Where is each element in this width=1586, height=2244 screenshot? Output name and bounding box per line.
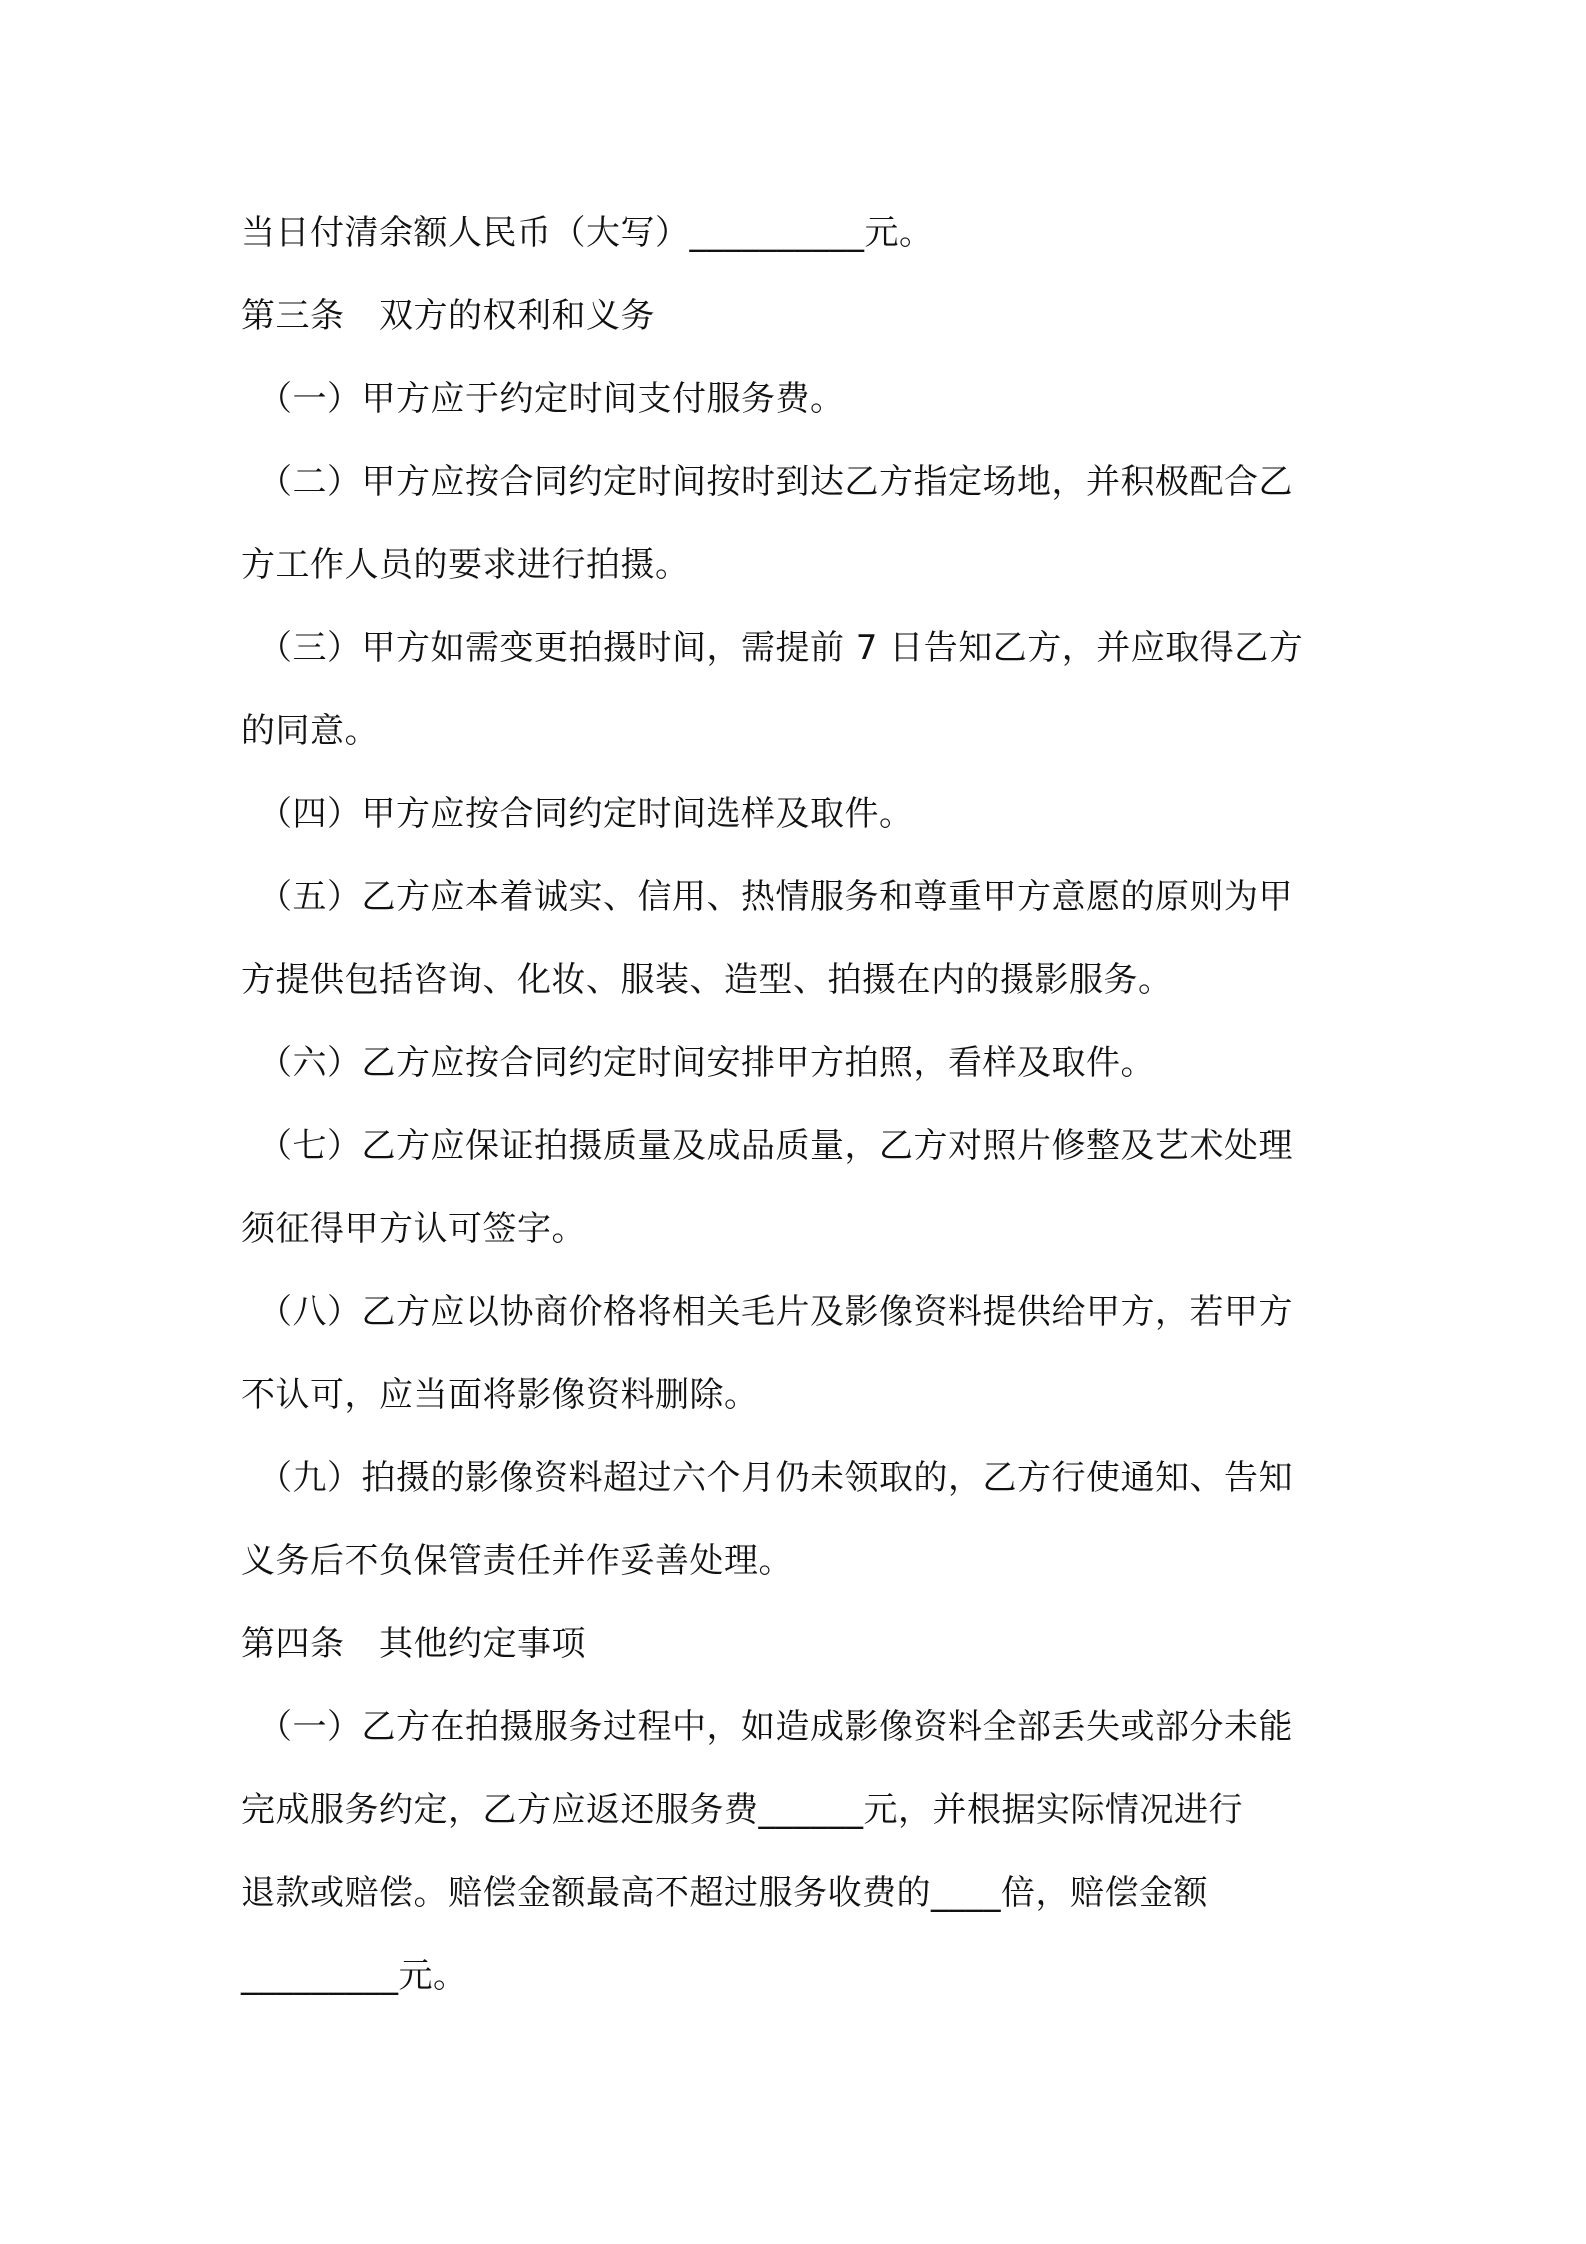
clause-4-1-line-4: _________元。: [241, 1956, 468, 1996]
clause-3-9-line-1: （九）拍摄的影像资料超过六个月仍未领取的，乙方行使通知、告知: [258, 1458, 1293, 1498]
clause-3-8-line-1: （八）乙方应以协商价格将相关毛片及影像资料提供给甲方，若甲方: [258, 1292, 1293, 1332]
clause-3-3-line-1: （三）甲方如需变更拍摄时间，需提前 7 日告知乙方，并应取得乙方: [258, 628, 1304, 668]
clause-4-1-line-1: （一）乙方在拍摄服务过程中，如造成影像资料全部丢失或部分未能: [258, 1707, 1293, 1747]
clause-3-6: （六）乙方应按合同约定时间安排甲方拍照，看样及取件。: [258, 1043, 1155, 1083]
clause-3-4: （四）甲方应按合同约定时间选样及取件。: [258, 794, 914, 834]
clause-4-1-line-2: 完成服务约定，乙方应返还服务费______元，并根据实际情况进行: [241, 1790, 1243, 1830]
clause-3-3-line-2: 的同意。: [241, 711, 379, 751]
clause-3-8-line-2: 不认可，应当面将影像资料删除。: [241, 1375, 759, 1415]
clause-4-1-line-3: 退款或赔偿。赔偿金额最高不超过服务收费的____倍，赔偿金额: [241, 1873, 1208, 1913]
heading-article-3: 第三条 双方的权利和义务: [241, 296, 655, 336]
clause-3-2-line-2: 方工作人员的要求进行拍摄。: [241, 545, 690, 585]
heading-article-4: 第四条 其他约定事项: [241, 1624, 586, 1664]
clause-3-5-line-2: 方提供包括咨询、化妆、服装、造型、拍摄在内的摄影服务。: [241, 960, 1173, 1000]
clause-3-7-line-1: （七）乙方应保证拍摄质量及成品质量，乙方对照片修整及艺术处理: [258, 1126, 1293, 1166]
clause-3-7-line-2: 须征得甲方认可签字。: [241, 1209, 586, 1249]
clause-3-2-line-1: （二）甲方应按合同约定时间按时到达乙方指定场地，并积极配合乙: [258, 462, 1293, 502]
clause-3-5-line-1: （五）乙方应本着诚实、信用、热情服务和尊重甲方意愿的原则为甲: [258, 877, 1293, 917]
text-line-balance-payment: 当日付清余额人民币（大写）__________元。: [241, 213, 934, 253]
clause-3-9-line-2: 义务后不负保管责任并作妥善处理。: [241, 1541, 793, 1581]
clause-3-1: （一）甲方应于约定时间支付服务费。: [258, 379, 845, 419]
